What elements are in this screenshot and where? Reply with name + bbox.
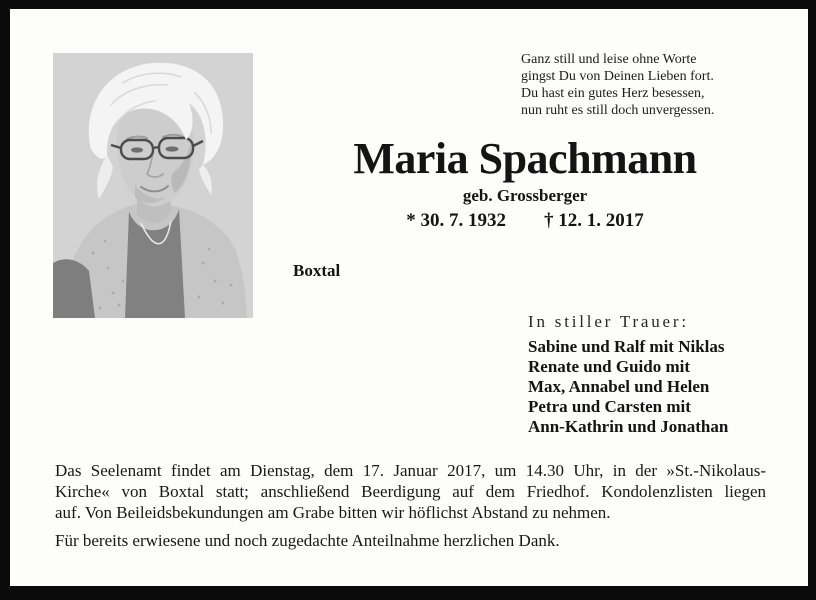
epitaph-line: gingst Du von Deinen Lieben fort. xyxy=(521,69,714,84)
life-dates xyxy=(325,210,725,232)
mourning-block xyxy=(528,311,728,437)
deceased-name-block xyxy=(325,135,725,232)
maiden-name: geb. Grossberger xyxy=(462,186,588,205)
announcement-line: auf. Von Beileidsbekundungen am Grabe bitten wir höflichst Abstand zu nehmen. xyxy=(55,503,611,522)
mourner-line: Ann-Kathrin und Jonathan xyxy=(528,417,729,436)
death-date: † 12. 1. 2017 xyxy=(544,210,644,231)
epitaph-line: Ganz still und leise ohne Worte xyxy=(521,52,697,67)
epitaph-line: Du hast ein gutes Herz besessen, xyxy=(521,86,705,101)
epitaph-line: nun ruht es still doch unvergessen. xyxy=(521,103,715,118)
birth-date: * 30. 7. 1932 xyxy=(406,210,506,231)
mourner-line: Sabine und Ralf mit Niklas xyxy=(528,337,725,356)
mourning-label: In stiller Trauer: xyxy=(528,312,689,331)
epitaph-poem xyxy=(521,51,714,119)
obituary-card xyxy=(10,9,808,586)
portrait-illustration xyxy=(53,53,253,318)
portrait-photo xyxy=(53,53,253,318)
mourner-line: Renate und Guido mit xyxy=(528,357,690,376)
residence-label: Boxtal xyxy=(293,261,341,280)
deceased-name: Maria Spachmann xyxy=(353,134,697,183)
funeral-announcement xyxy=(55,460,766,523)
thanks-line: Für bereits erwiesene und noch zugedachte Anteilnahme herzlichen Dank. xyxy=(55,531,560,550)
announcement-line: Kirche« von Boxtal statt; anschließend Beerdigung auf dem Friedhof. Kondolenzlisten liegen xyxy=(55,482,766,501)
mourner-line: Max, Annabel und Helen xyxy=(528,377,710,396)
mourner-line: Petra und Carsten mit xyxy=(528,397,691,416)
announcement-line: Das Seelenamt findet am Dienstag, dem 17. Januar 2017, um 14.30 Uhr, in der »St.-Nikolaus- xyxy=(55,461,766,480)
